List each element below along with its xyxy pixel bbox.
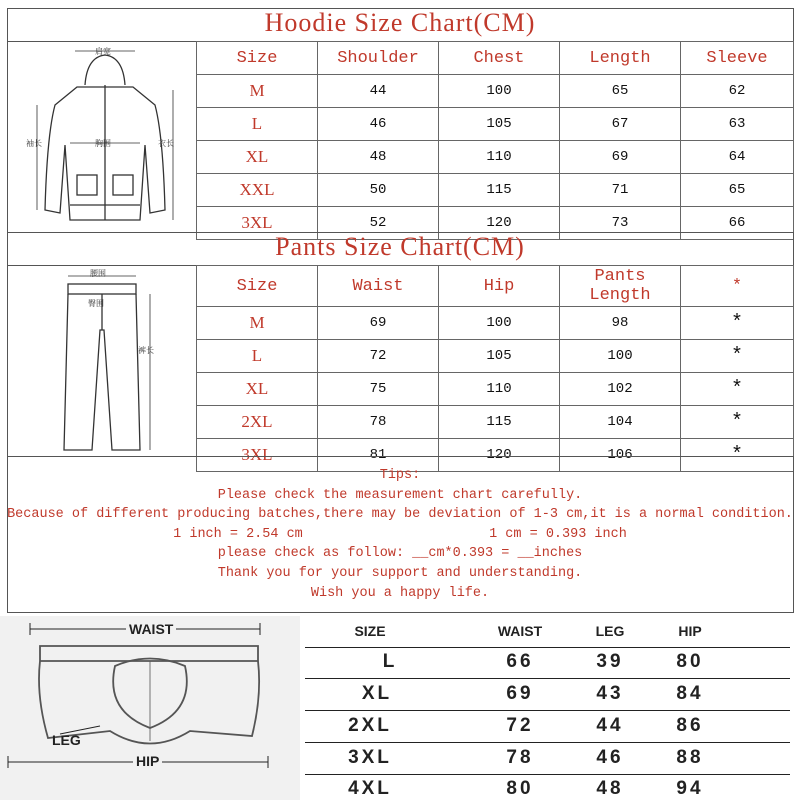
value-cell: 48 [318,141,439,174]
size-cell: L [197,108,318,141]
divider [305,710,790,711]
underwear-waist-label: WAIST [126,621,176,637]
value-cell: 75 [318,373,439,406]
value-cell: 78 [318,406,439,439]
pants-title: Pants Size Chart(CM) [275,232,525,261]
hoodie-length-label: 衣长 [158,139,174,148]
hoodie-header-chest: Chest [439,42,560,75]
value-cell: 110 [439,373,560,406]
hoodie-hood [85,55,125,85]
underwear-hip-label: HIP [133,753,162,769]
table-row [197,340,794,373]
tips-heading: Tips: [379,468,421,483]
value-cell: 65 [560,75,681,108]
value-cell: 63 [681,108,794,141]
hoodie-size-table [196,41,794,240]
value-cell: 106 [560,439,681,472]
value-cell: 120 [439,439,560,472]
star-cell: * [681,406,794,439]
value-cell: 39 [596,651,624,672]
value-cell: 94 [676,778,704,799]
tips-line: Because of different producing batches,there may be deviation of 1-3 cm,it is a normal condition. [7,507,793,523]
hoodie-shoulder-label: 肩宽 [95,47,111,56]
value-cell: 46 [318,108,439,141]
value-cell: 43 [596,683,624,704]
value-cell: 66 [681,207,794,240]
value-cell: 80 [506,778,534,799]
tips-line: Please check the measurement chart carefully. [217,487,583,503]
value-cell: 84 [676,683,704,704]
value-cell: 105 [439,340,560,373]
star-cell: * [681,373,794,406]
hoodie-header-length: Length [560,42,681,75]
value-cell: 72 [506,715,534,736]
pants-length-label: 裤长 [138,346,154,355]
size-cell: 3XL [197,207,318,240]
value-cell: 115 [439,174,560,207]
value-cell: 72 [318,340,439,373]
value-cell: 67 [560,108,681,141]
underwear-header-row [300,623,790,643]
pants-hip-label: 臀围 [88,299,104,308]
value-cell: 104 [560,406,681,439]
table-row [197,75,794,108]
pants-header-star: * [681,266,794,307]
size-cell: 3XL [348,747,392,768]
size-cell: XXL [197,174,318,207]
tips-line: Thank you for your support and understanding. [217,565,583,581]
pants-header-waist: Waist [318,266,439,307]
pants-header-hip: Hip [439,266,560,307]
value-cell: 115 [439,406,560,439]
value-cell: 44 [318,75,439,108]
value-cell: 98 [560,307,681,340]
table-row [197,406,794,439]
value-cell: 50 [318,174,439,207]
hoodie-header-size: Size [197,42,318,75]
hoodie-sleeve-label: 袖长 [26,139,42,148]
underwear-header-hip: HIP [678,623,702,639]
size-cell: 4XL [348,778,392,799]
star-cell: * [681,340,794,373]
hoodie-header-row [197,42,794,75]
value-cell: 52 [318,207,439,240]
value-cell: 120 [439,207,560,240]
value-cell: 78 [506,747,534,768]
value-cell: 69 [318,307,439,340]
size-cell: 2XL [197,406,318,439]
value-cell: 69 [506,683,534,704]
underwear-leg-label: LEG [52,732,81,748]
value-cell: 62 [681,75,794,108]
value-cell: 65 [681,174,794,207]
value-cell: 66 [506,651,534,672]
divider [305,647,790,648]
underwear-header-size: SIZE [354,623,386,639]
value-cell: 48 [596,778,624,799]
size-cell: 3XL [197,439,318,472]
value-cell: 81 [318,439,439,472]
table-row [197,373,794,406]
value-cell: 73 [560,207,681,240]
value-cell: 110 [439,141,560,174]
table-row [197,307,794,340]
pants-header-row [197,266,794,307]
value-cell: 105 [439,108,560,141]
size-cell: 2XL [348,715,392,736]
divider [305,742,790,743]
value-cell: 88 [676,747,704,768]
value-cell: 64 [681,141,794,174]
pants-header-length: Pants Length [560,266,681,307]
tips-line: please check as follow: __cm*0.393 = __inches [217,546,583,562]
tips-line: 1 inch = 2.54 cm 1 cm = 0.393 inch [173,526,627,542]
pants-waist-label: 腰围 [90,269,106,278]
value-cell: 69 [560,141,681,174]
pants-size-table [196,265,794,472]
hoodie-header-shoulder: Shoulder [318,42,439,75]
star-cell: * [681,307,794,340]
divider [305,678,790,679]
star-cell: * [681,439,794,472]
pants-diagram [40,270,170,455]
underwear-header-waist: WAIST [497,623,543,639]
table-row [197,108,794,141]
hoodie-title: Hoodie Size Chart(CM) [264,8,536,37]
hoodie-header-sleeve: Sleeve [681,42,794,75]
size-cell: XL [197,141,318,174]
value-cell: 86 [676,715,704,736]
value-cell: 46 [596,747,624,768]
value-cell: 100 [560,340,681,373]
value-cell: 80 [676,651,704,672]
value-cell: 71 [560,174,681,207]
hoodie-chest-label: 胸围 [95,139,111,148]
value-cell: 102 [560,373,681,406]
underwear-header-leg: LEG [595,623,625,639]
tips-block [0,466,800,603]
divider [305,774,790,775]
size-cell: M [197,75,318,108]
size-cell: XL [197,373,318,406]
pants-header-size: Size [197,266,318,307]
size-cell: L [382,651,398,672]
tips-line: Wish you a happy life. [310,585,490,601]
value-cell: 100 [439,75,560,108]
value-cell: 44 [596,715,624,736]
size-cell: L [197,340,318,373]
value-cell: 100 [439,307,560,340]
size-cell: M [197,307,318,340]
table-row [197,174,794,207]
table-row [197,141,794,174]
underwear-diagram [0,616,300,800]
size-cell: XL [361,683,393,704]
